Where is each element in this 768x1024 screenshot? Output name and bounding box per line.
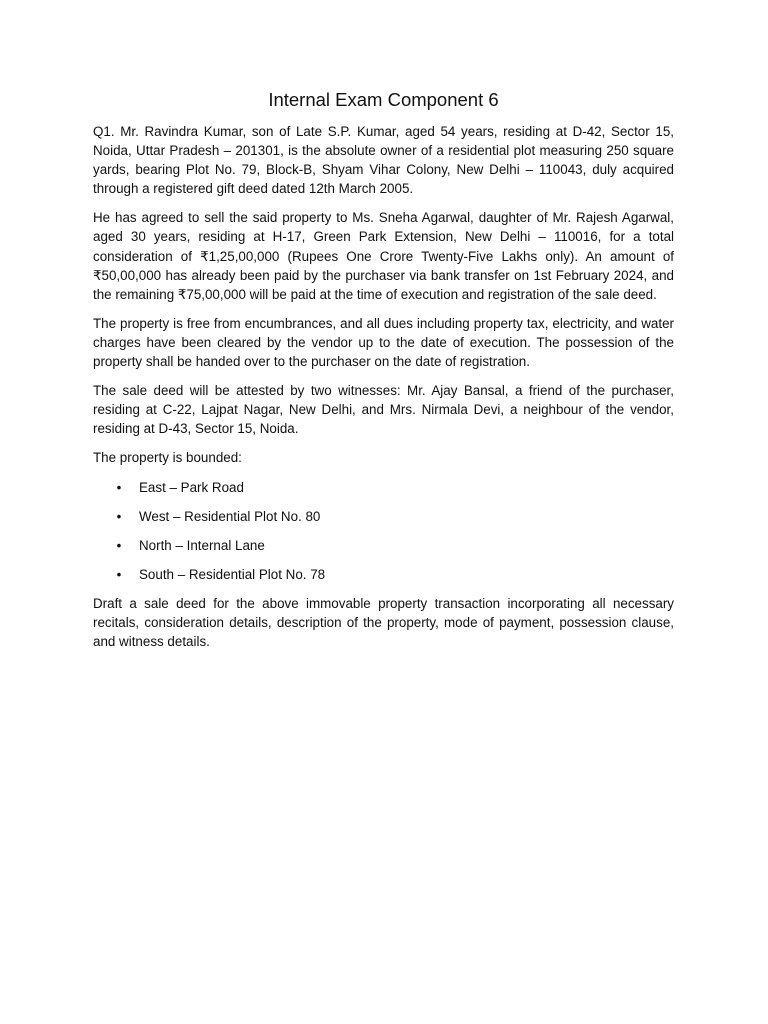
boundary-text: West – Residential Plot No. 80 — [139, 508, 321, 524]
boundary-item-north — [93, 536, 674, 555]
boundaries-list — [93, 478, 674, 584]
bullet-icon: • — [116, 537, 122, 553]
paragraph-encumbrances: The property is free from encumbrances, and all dues including property tax, electricity, and water charges have been cleared by the vendor up to the date of execution. The possession of the property shall be handed over to the purchaser on the date of registration. — [93, 315, 674, 370]
boundary-text: North – Internal Lane — [139, 537, 265, 553]
boundary-item-south — [93, 565, 674, 584]
bullet-icon: • — [116, 566, 122, 582]
boundary-item-east — [93, 478, 674, 497]
document-title: Internal Exam Component 6 — [268, 89, 499, 110]
document-content — [93, 88, 674, 661]
boundary-text: South – Residential Plot No. 78 — [139, 566, 326, 582]
paragraph-witnesses: The sale deed will be attested by two witnesses: Mr. Ajay Bansal, a friend of the purchaser, residing at C-22, Lajpat Nagar, New Delhi, and Mrs. Nirmala Devi, a neighbour of the vendor, residing at D-43, Sector 15, Noida. — [93, 383, 674, 437]
bullet-icon: • — [116, 508, 122, 524]
paragraph-boundaries-intro: The property is bounded: — [93, 450, 242, 466]
paragraph-draft-instruction: Draft a sale deed for the above immovable property transaction incorporating all necessary recitals, consideration details, description of the property, mode of payment, possession clause, and witness details. — [93, 595, 674, 650]
paragraph-question: Q1. Mr. Ravindra Kumar, son of Late S.P. Kumar, aged 54 years, residing at D-42, Sector 15, Noida, Uttar Pradesh – 201301, is the absolute owner of a residential plot measuring 250 square yards, bearing Plot No. 79, Block-B, Shyam Vihar Colony, New Delhi – 110043, duly acquired through a registered gift deed dated 12th March 2005. — [93, 124, 674, 197]
paragraph-sale-agreement: He has agreed to sell the said property to Ms. Sneha Agarwal, daughter of Mr. Rajesh Agarwal, aged 30 years, residing at H-17, Green Park Extension, New Delhi – 110016, for a total consideration of ₹1,25,00,000 (Rupees One Crore Twenty-Five Lakhs only). An amount of ₹50,00,000 has already been paid by the purchaser via bank transfer on 1st February 2024, and the remaining ₹75,00,000 will be paid at the time of execution and registration of the sale deed. — [93, 210, 674, 302]
boundary-text: East – Park Road — [139, 479, 244, 495]
bullet-icon: • — [116, 479, 122, 495]
boundary-item-west — [93, 507, 674, 526]
